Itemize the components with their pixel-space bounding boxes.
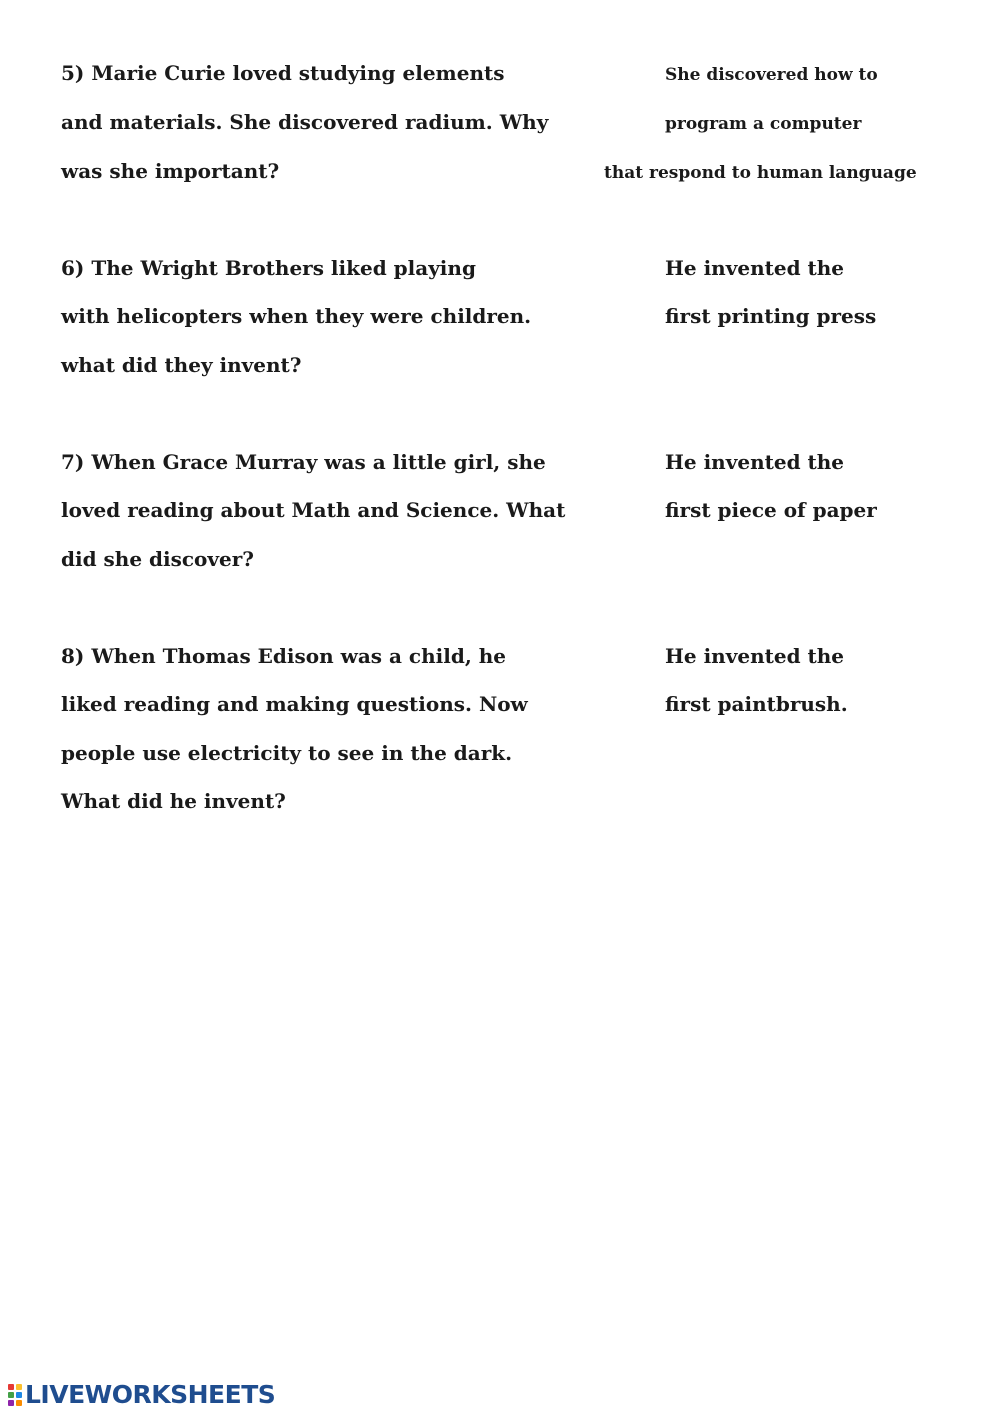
question-5-line-3: was she important? [61,159,280,183]
logo-square [16,1392,22,1398]
question-8-line-1: 8) When Thomas Edison was a child, he [61,644,507,668]
question-8-line-2: liked reading and making questions. Now [61,692,528,716]
logo-square [16,1384,22,1390]
answer-option-1-line-1[interactable]: She discovered how to [665,65,878,85]
question-8-line-4: What did he invent? [61,789,286,813]
question-7-line-1: 7) When Grace Murray was a little girl, she [61,450,546,474]
question-8-line-3: people use electricity to see in the dark. [61,741,513,765]
answer-option-1-line-3[interactable]: that respond to human language [604,163,917,183]
answer-option-4-line-2[interactable]: first paintbrush. [665,692,848,716]
liveworksheets-logo [8,1380,275,1410]
answer-option-1-line-2[interactable]: program a computer [665,114,862,134]
answer-option-4-line-1[interactable]: He invented the [665,644,845,668]
logo-square [16,1400,22,1406]
question-5-line-1: 5) Marie Curie loved studying elements [61,61,505,85]
logo-square [8,1392,14,1398]
logo-squares-icon [8,1384,22,1406]
question-6-line-2: with helicopters when they were children. [61,304,532,328]
logo-text: LIVEWORKSHEETS [25,1380,276,1409]
question-5-line-2: and materials. She discovered radium. Why [61,110,549,134]
logo-square [8,1384,14,1390]
question-6-line-3: what did they invent? [61,353,302,377]
question-6-line-1: 6) The Wright Brothers liked playing [61,256,476,280]
answer-option-3-line-2[interactable]: first piece of paper [665,498,877,522]
question-7-line-2: loved reading about Math and Science. What [61,498,566,522]
logo-square [8,1400,14,1406]
answer-option-2-line-1[interactable]: He invented the [665,256,845,280]
question-7-line-3: did she discover? [61,547,254,571]
answer-option-2-line-2[interactable]: first printing press [665,304,877,328]
answer-option-3-line-1[interactable]: He invented the [665,450,845,474]
